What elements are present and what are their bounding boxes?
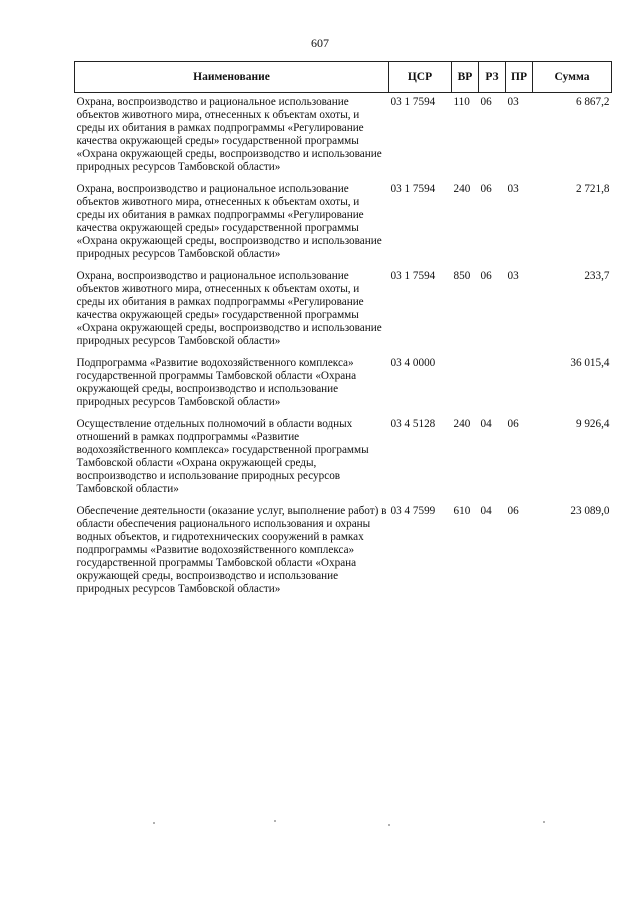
row-sum: 36 015,4 — [570, 357, 610, 369]
budget-table — [74, 61, 612, 602]
row-csr: 03 1 7594 — [390, 96, 436, 108]
page-number: 607 — [311, 36, 329, 50]
header-rz: РЗ — [479, 62, 506, 93]
row-pr: 03 — [507, 183, 519, 195]
header-csr: ЦСР — [389, 62, 452, 93]
row-pr — [506, 354, 533, 415]
row-rz — [479, 354, 506, 415]
row-sum: 9 926,4 — [575, 418, 610, 430]
scan-speck — [274, 820, 276, 822]
row-rz: 04 — [480, 505, 492, 517]
row-sum: 6 867,2 — [575, 96, 610, 108]
row-vr: 240 — [453, 183, 471, 195]
row-csr: 03 4 0000 — [390, 357, 436, 369]
row-sum: 233,7 — [584, 270, 610, 282]
row-vr: 850 — [453, 270, 471, 282]
row-pr: 03 — [507, 270, 519, 282]
row-name: Охрана, воспроизводство и рациональное использование объектов животного мира, отнесенных к объектам охоты, и среды их обитания в рамках подпрограммы «Регулирование качества окружающей среды» государственной программы «Охрана окружающей среды, воспроизводство и использование природных ресурсов Тамбовской области» — [76, 270, 382, 347]
row-rz: 06 — [480, 183, 492, 195]
row-csr: 03 1 7594 — [390, 270, 436, 282]
header-sum: Сумма — [533, 62, 612, 93]
table-row — [75, 502, 612, 602]
header-vr: ВР — [452, 62, 479, 93]
scan-speck — [153, 822, 155, 824]
header-pr: ПР — [506, 62, 533, 93]
row-vr: 240 — [453, 418, 471, 430]
row-csr: 03 4 7599 — [390, 505, 436, 517]
table-row — [75, 354, 612, 415]
row-vr — [452, 354, 479, 415]
row-pr: 03 — [507, 96, 519, 108]
row-name: Подпрограмма «Развитие водохозяйственного комплекса» государственной программы Тамбовской области «Охрана окружающей среды, воспроизводство и использование природных ресурсов Тамбовской области» — [76, 357, 357, 408]
scan-speck — [543, 821, 545, 823]
row-rz: 04 — [480, 418, 492, 430]
row-pr: 06 — [507, 505, 519, 517]
table-row — [75, 415, 612, 502]
table-row — [75, 267, 612, 354]
row-name: Охрана, воспроизводство и рациональное использование объектов животного мира, отнесенных к объектам охоты, и среды их обитания в рамках подпрограммы «Регулирование качества окружающей среды» государственной программы «Охрана окружающей среды, воспроизводство и использование природных ресурсов Тамбовской области» — [76, 183, 382, 260]
row-sum: 2 721,8 — [575, 183, 610, 195]
row-pr: 06 — [507, 418, 519, 430]
row-name: Обеспечение деятельности (оказание услуг, выполнение работ) в области обеспечения рационального использования и охраны водных объектов, и гидротехнических сооружений в рамках подпрограммы «Развитие водохозяйственного комплекса» государственной программы Тамбовской области «Охрана окружающей среды, воспроизводство и использование природных ресурсов Тамбовской области» — [76, 505, 387, 595]
scan-speck — [388, 824, 390, 826]
row-sum: 23 089,0 — [570, 505, 610, 517]
row-rz: 06 — [480, 96, 492, 108]
row-name: Охрана, воспроизводство и рациональное использование объектов животного мира, отнесенных к объектам охоты, и среды их обитания в рамках подпрограммы «Регулирование качества окружающей среды» государственной программы «Охрана окружающей среды, воспроизводство и использование природных ресурсов Тамбовской области» — [76, 96, 382, 173]
row-rz: 06 — [480, 270, 492, 282]
header-name: Наименование — [75, 62, 389, 93]
table-row — [75, 93, 612, 181]
row-csr: 03 4 5128 — [390, 418, 436, 430]
row-vr: 610 — [453, 505, 471, 517]
row-vr: 110 — [453, 96, 470, 108]
table-header-row — [75, 62, 612, 93]
scan-specks — [0, 820, 640, 830]
table-row — [75, 180, 612, 267]
row-name: Осуществление отдельных полномочий в области водных отношений в рамках подпрограммы «Развитие водохозяйственного комплекса» государственной программы Тамбовской области «Охрана окружающей среды, воспроизводство и использование природных ресурсов Тамбовской области» — [76, 418, 369, 495]
row-csr: 03 1 7594 — [390, 183, 436, 195]
